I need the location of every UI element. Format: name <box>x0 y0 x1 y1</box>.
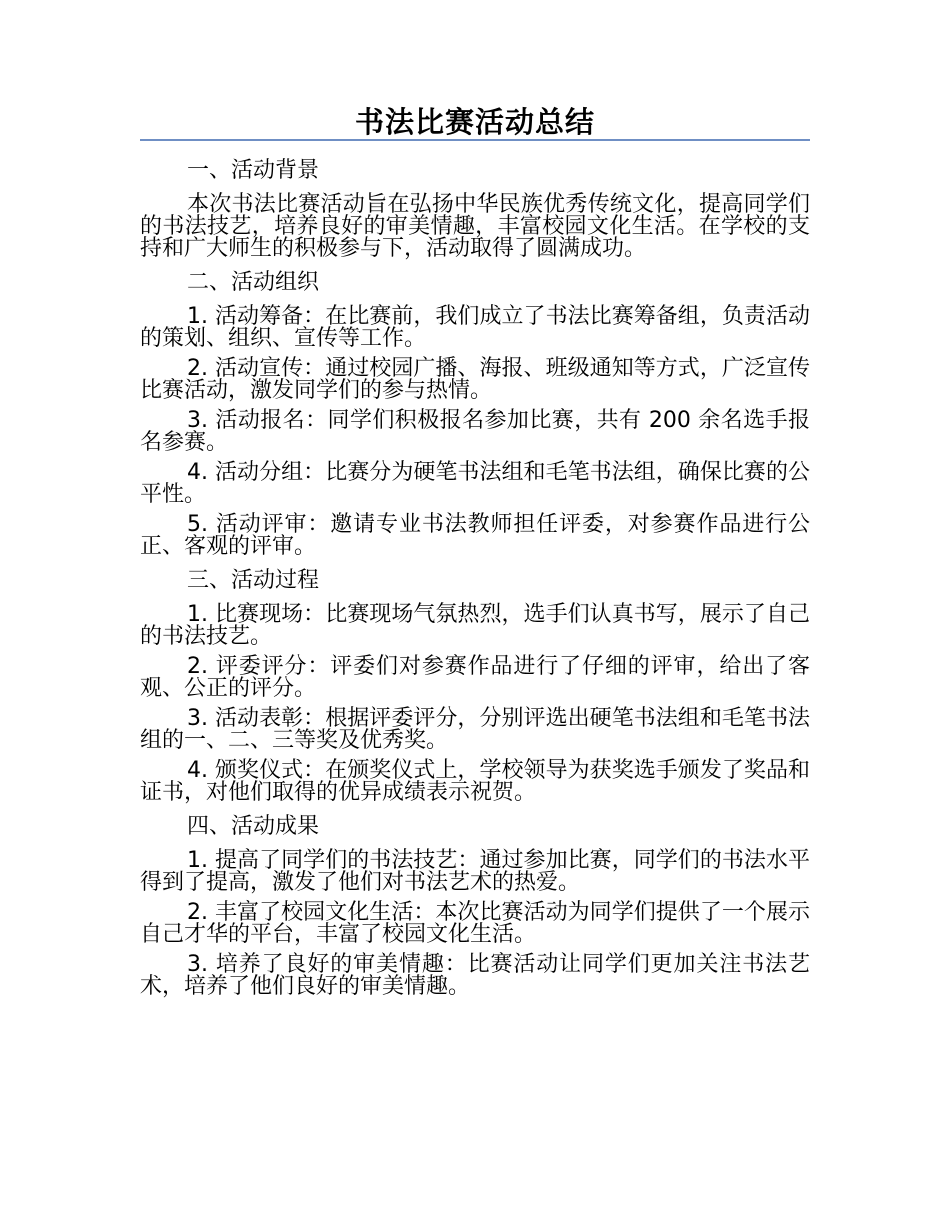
paragraph: 2. 丰富了校园文化生活：本次比赛活动为同学们提供了一个展示自己才华的平台，丰富了校园文化生活。 <box>140 900 810 947</box>
paragraph: 3. 培养了良好的审美情趣：比赛活动让同学们更加关注书法艺术，培养了他们良好的审美情趣。 <box>140 952 810 999</box>
paragraph: 3. 活动报名：同学们积极报名参加比赛，共有 200 余名选手报名参赛。 <box>140 408 810 455</box>
section-background <box>140 156 810 260</box>
paragraph: 1. 活动筹备：在比赛前，我们成立了书法比赛筹备组，负责活动的策划、组织、宣传等工作。 <box>140 304 810 351</box>
paragraph: 2. 活动宣传：通过校园广播、海报、班级通知等方式，广泛宣传比赛活动，激发同学们的参与热情。 <box>140 356 810 403</box>
paragraph: 1. 提高了同学们的书法技艺：通过参加比赛，同学们的书法水平得到了提高，激发了他们对书法艺术的热爱。 <box>140 848 810 895</box>
section-heading: 一、活动背景 <box>187 158 320 183</box>
paragraph: 5. 活动评审：邀请专业书法教师担任评委，对参赛作品进行公正、客观的评审。 <box>140 512 810 559</box>
paragraph: 1. 比赛现场：比赛现场气氛热烈，选手们认真书写，展示了自己的书法技艺。 <box>140 602 810 649</box>
document-body <box>140 156 810 1006</box>
section-organization <box>140 268 810 558</box>
paragraph: 3. 活动表彰：根据评委评分，分别评选出硬笔书法组和毛笔书法组的一、二、三等奖及优秀奖。 <box>140 706 810 753</box>
paragraph: 4. 颁奖仪式：在颁奖仪式上，学校领导为获奖选手颁发了奖品和证书，对他们取得的优异成绩表示祝贺。 <box>140 758 810 805</box>
section-results <box>140 812 810 998</box>
section-heading: 四、活动成果 <box>187 814 320 839</box>
title-underline <box>140 139 810 141</box>
paragraph: 2. 评委评分：评委们对参赛作品进行了仔细的评审，给出了客观、公正的评分。 <box>140 654 810 701</box>
document-title: 书法比赛活动总结 <box>354 105 595 139</box>
section-heading: 二、活动组织 <box>187 270 320 295</box>
paragraph: 4. 活动分组：比赛分为硬笔书法组和毛笔书法组，确保比赛的公平性。 <box>140 460 810 507</box>
paragraph: 本次书法比赛活动旨在弘扬中华民族优秀传统文化，提高同学们的书法技艺，培养良好的审美情趣，丰富校园文化生活。在学校的支持和广大师生的积极参与下，活动取得了圆满成功。 <box>140 192 810 261</box>
section-heading: 三、活动过程 <box>187 568 320 593</box>
section-process <box>140 566 810 804</box>
